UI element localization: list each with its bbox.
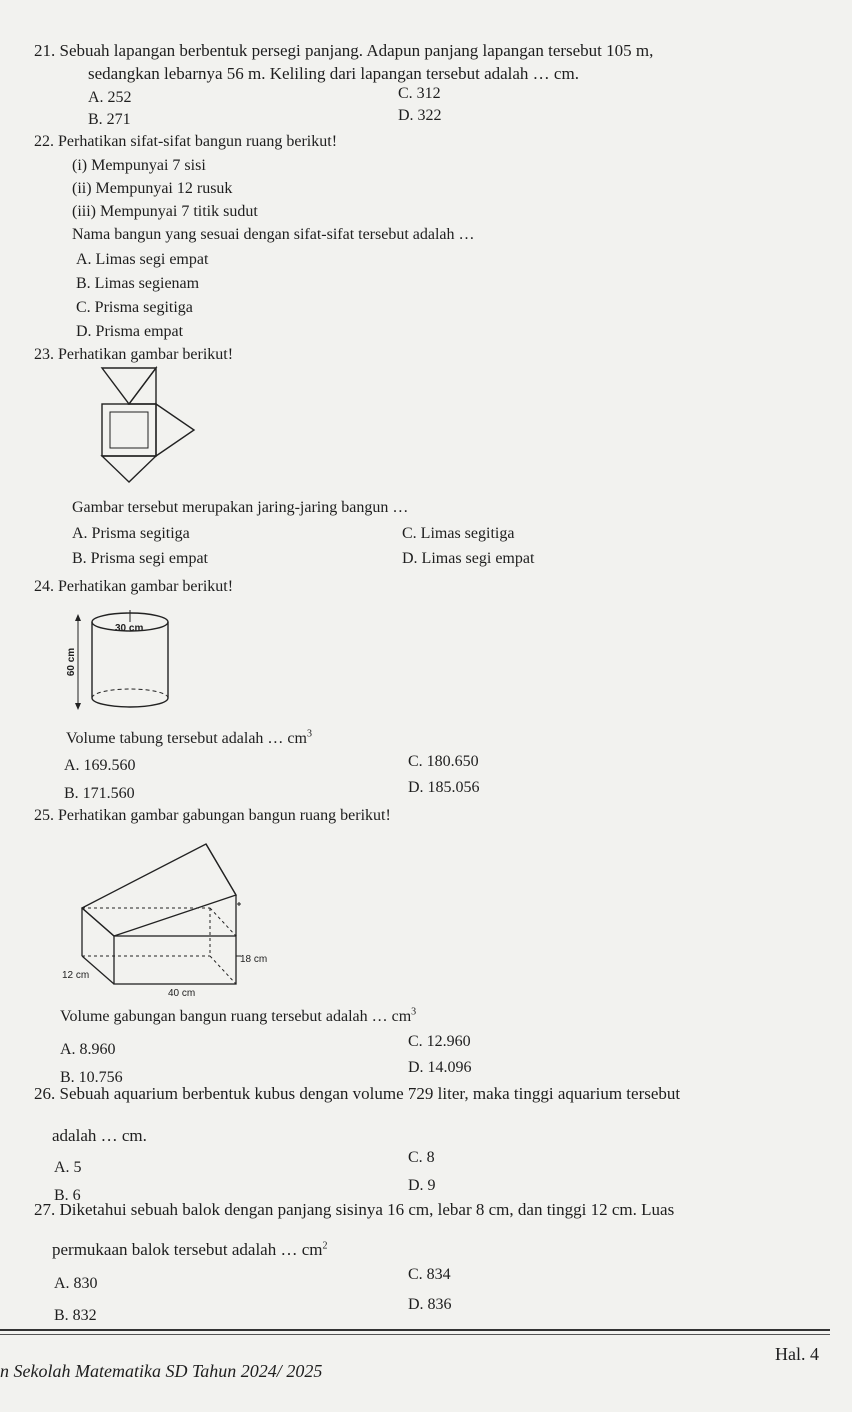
q23-option-b[interactable]: B. Prisma segi empat — [72, 550, 208, 567]
footer-rule — [0, 1329, 830, 1331]
q27-option-c[interactable]: C. 834 — [408, 1266, 451, 1283]
length-label: 40 cm — [168, 988, 196, 999]
q26-stem-line1: 26. Sebuah aquarium berbentuk kubus dengan volume 729 liter, maka tinggi aquarium tersebut — [34, 1084, 681, 1103]
net-top-triangle — [102, 368, 156, 404]
height-label: 60 cm — [66, 647, 77, 677]
q22-property-i: (i) Mempunyai 7 sisi — [72, 157, 206, 174]
q23-question: Gambar tersebut merupakan jaring-jaring bangun … — [72, 499, 409, 516]
q26-option-d[interactable]: D. 9 — [408, 1177, 436, 1194]
width-label: 12 cm — [62, 970, 90, 981]
footer-school-title: n Sekolah Matematika SD Tahun 2024/ 2025 — [0, 1361, 323, 1381]
q23-stem: 23. Perhatikan gambar berikut! — [34, 346, 234, 363]
cylinder-bottom-front — [92, 698, 168, 707]
net-right-top-triangle — [129, 368, 156, 404]
net-right-triangle — [156, 404, 194, 456]
q22-property-iii: (iii) Mempunyai 7 titik sudut — [72, 203, 258, 220]
cuboid-front — [114, 936, 236, 984]
q26-option-b[interactable]: B. 6 — [54, 1187, 81, 1204]
q26-stem-line2: adalah … cm. — [52, 1126, 147, 1145]
q23-option-c[interactable]: C. Limas segitiga — [402, 525, 515, 542]
net-bottom-triangle — [102, 456, 156, 482]
q27-stem-line2: permukaan balok tersebut adalah … $cm^2$ — [52, 1240, 328, 1259]
q21-stem-line1: 21. Sebuah lapangan berbentuk persegi panjang. Adapun panjang lapangan tersebut 105 m, — [34, 41, 654, 60]
q27-option-b[interactable]: B. 832 — [54, 1307, 97, 1324]
q22-option-c[interactable]: C. Prisma segitiga — [76, 299, 193, 316]
q21-option-c[interactable]: C. 312 — [398, 85, 441, 102]
q24-option-b[interactable]: B. 171.560 — [64, 785, 135, 802]
q27-stem-line1: 27. Diketahui sebuah balok dengan panjang sisinya 16 cm, lebar 8 cm, dan tinggi 12 cm. Luas — [34, 1200, 675, 1219]
q26-option-c[interactable]: C. 8 — [408, 1149, 435, 1166]
q25-composite-figure — [60, 840, 290, 1002]
q22-option-a[interactable]: A. Limas segi empat — [76, 251, 209, 268]
cylinder-bottom-back — [92, 689, 168, 698]
q23-option-a[interactable]: A. Prisma segitiga — [72, 525, 190, 542]
q22-option-b[interactable]: B. Limas segienam — [76, 275, 200, 292]
q27-option-d[interactable]: D. 836 — [408, 1296, 452, 1313]
q22-option-d[interactable]: D. Prisma empat — [76, 323, 184, 340]
q25-stem: 25. Perhatikan gambar gabungan bangun ruang berikut! — [34, 807, 391, 824]
q24-option-c[interactable]: C. 180.650 — [408, 753, 479, 770]
footer-rule-thin — [0, 1334, 830, 1335]
q24-cylinder-figure — [66, 604, 198, 720]
page-number: Hal. 4 — [775, 1344, 819, 1364]
q23-net-figure — [100, 366, 200, 484]
q24-stem: 24. Perhatikan gambar berikut! — [34, 578, 234, 595]
q25-option-c[interactable]: C. 12.960 — [408, 1033, 471, 1050]
q22-stem: 22. Perhatikan sifat-sifat bangun ruang berikut! — [34, 133, 338, 150]
q21-option-b[interactable]: B. 271 — [88, 111, 131, 128]
net-inner-square — [110, 412, 148, 448]
q24-option-d[interactable]: D. 185.056 — [408, 779, 480, 796]
q25-question: Volume gabungan bangun ruang tersebut adalah … $cm^3$ — [60, 1006, 417, 1025]
diameter-label: 30 cm — [115, 623, 144, 634]
q24-question: Volume tabung tersebut adalah … $cm^3$ — [66, 728, 312, 747]
q22-property-ii: (ii) Mempunyai 12 rusuk — [72, 180, 233, 197]
q21-option-a[interactable]: A. 252 — [88, 89, 132, 106]
q21-option-d[interactable]: D. 322 — [398, 107, 442, 124]
q26-option-a[interactable]: A. 5 — [54, 1159, 82, 1176]
height-label: 18 cm — [240, 954, 268, 965]
q25-option-a[interactable]: A. 8.960 — [60, 1041, 116, 1058]
prism-roof — [82, 844, 236, 936]
q25-option-b[interactable]: B. 10.756 — [60, 1069, 123, 1086]
q27-option-a[interactable]: A. 830 — [54, 1275, 98, 1292]
q22-question: Nama bangun yang sesuai dengan sifat-sifat tersebut adalah … — [72, 226, 475, 243]
q24-option-a[interactable]: A. 169.560 — [64, 757, 136, 774]
q21-stem-line2: sedangkan lebarnya 56 m. Keliling dari lapangan tersebut adalah … cm. — [88, 64, 579, 83]
q23-option-d[interactable]: D. Limas segi empat — [402, 550, 535, 567]
q25-option-d[interactable]: D. 14.096 — [408, 1059, 472, 1076]
